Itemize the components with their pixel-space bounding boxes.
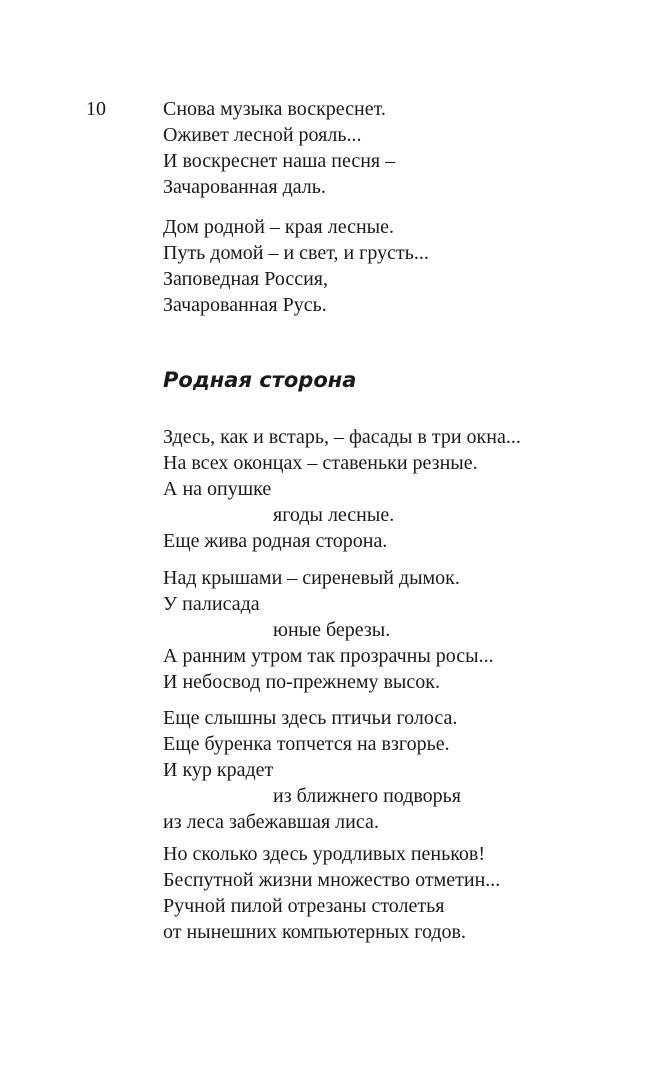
poem-line: из ближнего подворья	[273, 785, 461, 807]
poem-line: У палисада	[163, 593, 260, 615]
poem-line: Зачарованная даль.	[163, 176, 326, 198]
page-number: 10	[86, 98, 106, 120]
second-poem-stanza-4	[163, 841, 500, 945]
poem-line: А на опушке	[163, 478, 272, 500]
poem-line: Еще буренка топчется на взгорье.	[163, 733, 450, 755]
poem-line: от нынешних компьютерных годов.	[163, 921, 466, 943]
second-poem-stanza-3	[163, 705, 461, 835]
poem-line: ягоды лесные.	[273, 504, 395, 526]
poem-line: Дом родной – края лесные.	[163, 216, 394, 238]
poem-line: Беспутной жизни множество отметин...	[163, 869, 501, 891]
poem-line: А ранним утром так прозрачны росы...	[163, 645, 494, 667]
poem-line: Ручной пилой отрезаны столетья	[163, 895, 445, 917]
poem-line: Зачарованная Русь.	[163, 294, 327, 316]
poem-line: Еще слышны здесь птичьи голоса.	[163, 707, 458, 729]
first-poem-stanza-2	[163, 214, 429, 318]
poem-line: Оживет лесной рояль...	[163, 124, 362, 146]
poem-line: Путь домой – и свет, и грусть...	[163, 242, 429, 264]
first-poem-stanza-1	[163, 96, 395, 200]
poem-line: Над крышами – сиреневый дымок.	[163, 567, 460, 589]
poem-title: Родная сторона	[163, 368, 357, 392]
poem-line: юные березы.	[273, 619, 391, 641]
poem-line: Но сколько здесь уродливых пеньков!	[163, 843, 486, 865]
poem-line: На всех оконцах – ставеньки резные.	[163, 452, 478, 474]
second-poem-stanza-2	[163, 565, 494, 695]
second-poem-stanza-1	[163, 424, 521, 554]
poem-line: И воскреснет наша песня –	[163, 150, 396, 172]
poem-line: Еще жива родная сторона.	[163, 530, 388, 552]
poem-line: Заповедная Россия,	[163, 268, 329, 290]
poem-line: Здесь, как и встарь, – фасады в три окна...	[163, 426, 521, 448]
poem-line: И небосвод по-прежнему высок.	[163, 671, 440, 693]
poem-line: Снова музыка воскреснет.	[163, 98, 386, 120]
poem-line: И кур крадет	[163, 759, 274, 781]
poem-line: из леса забежавшая лиса.	[163, 811, 379, 833]
